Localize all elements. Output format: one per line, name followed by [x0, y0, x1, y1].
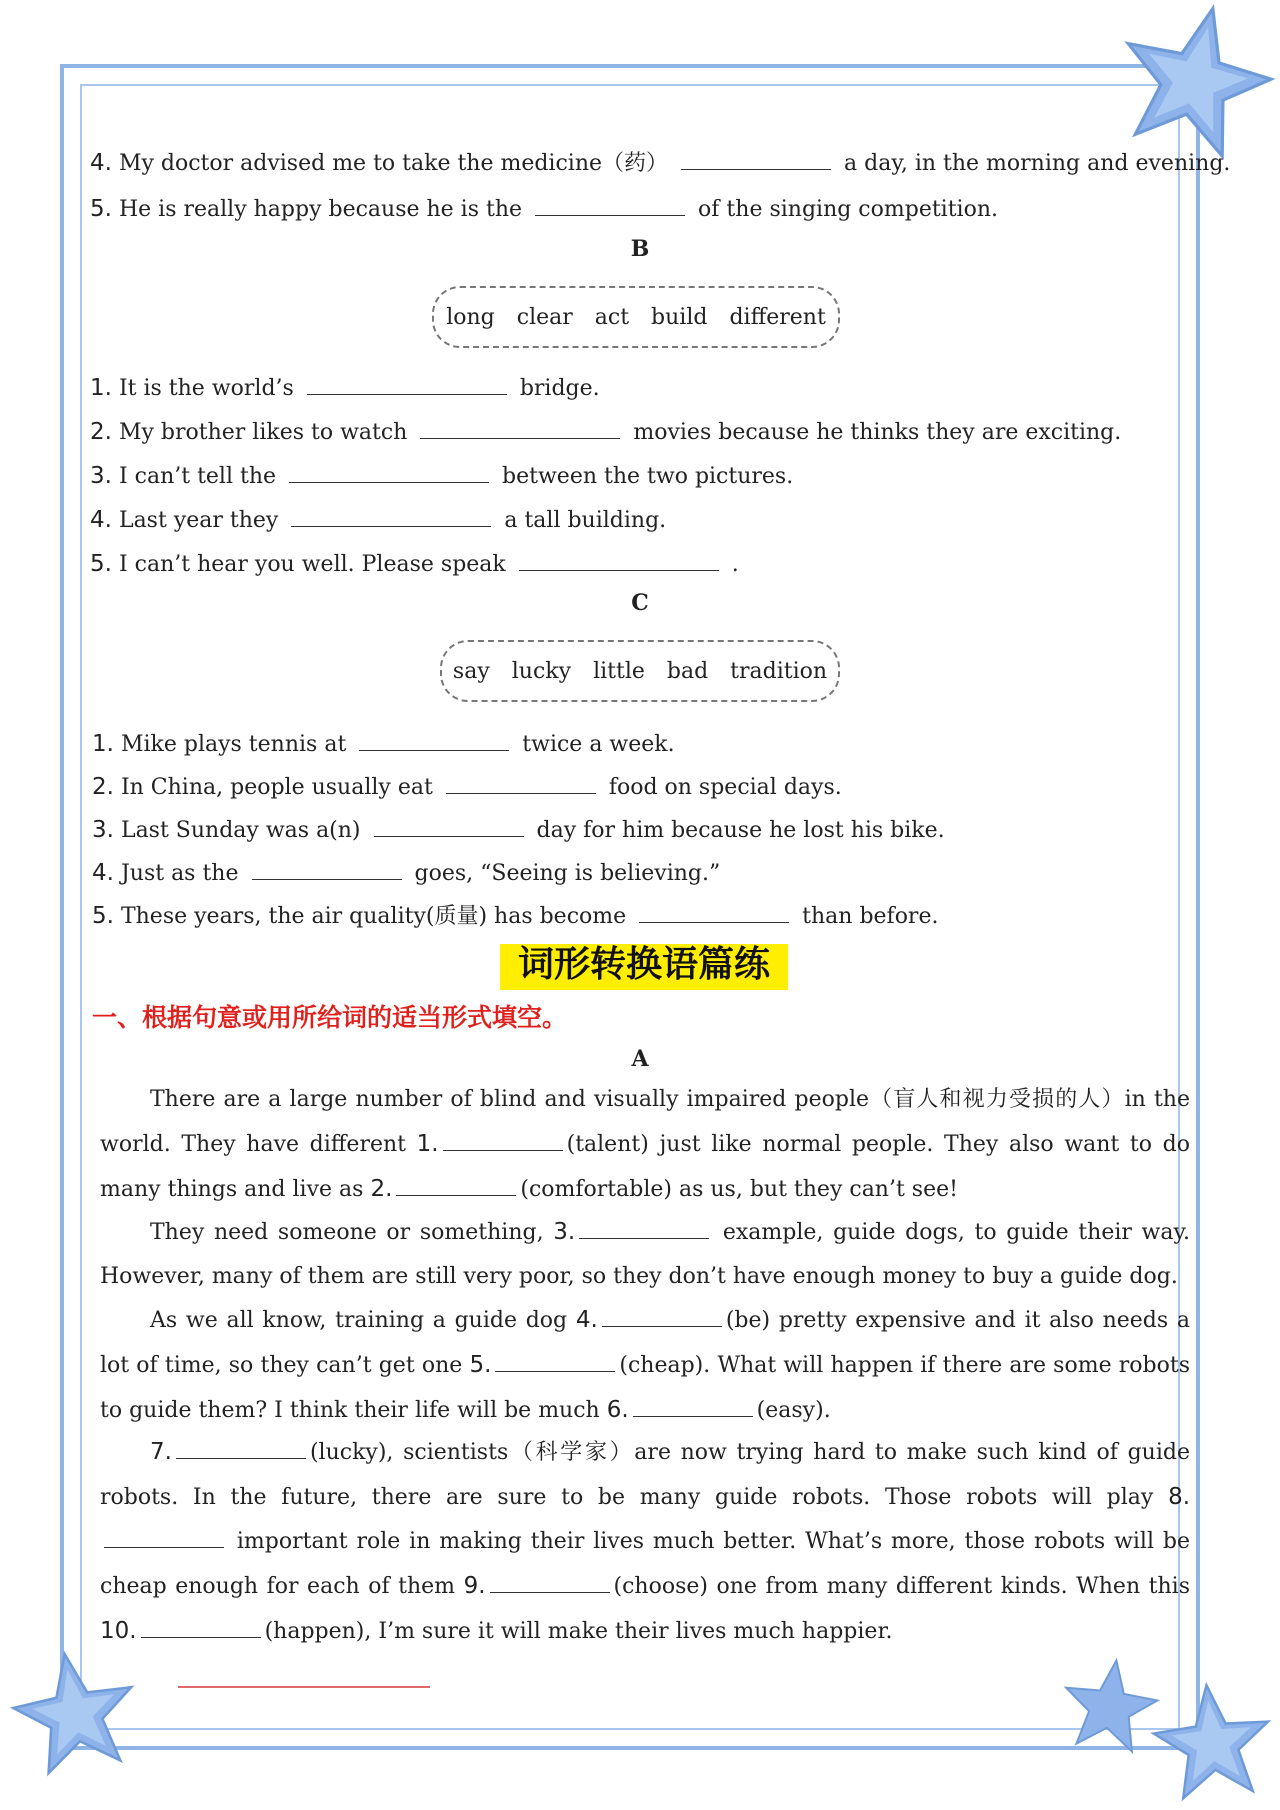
- question-line: [90, 460, 793, 492]
- answer-blank[interactable]: [374, 814, 524, 837]
- answer-blank[interactable]: [307, 372, 507, 395]
- word-bank: [432, 286, 840, 348]
- passage-text: just like normal people. They also want to do many things and live as: [100, 1132, 1190, 1202]
- word-bank-item: bad: [666, 658, 709, 684]
- question-line: [92, 728, 675, 760]
- answer-blank[interactable]: [681, 147, 831, 170]
- word-hint: (comfortable): [520, 1177, 672, 1202]
- answer-blank[interactable]: [176, 1436, 306, 1459]
- answer-blank[interactable]: [490, 1570, 610, 1593]
- answer-blank[interactable]: [289, 460, 489, 483]
- question-number: 4.: [90, 507, 112, 533]
- passage-text: As we all know, training a guide dog: [150, 1308, 568, 1333]
- word-bank: [440, 640, 840, 702]
- answer-blank[interactable]: [602, 1304, 722, 1327]
- question-line: [92, 814, 945, 846]
- star-icon: [1110, 0, 1280, 160]
- question-text: My brother likes to watch: [118, 420, 408, 445]
- blank-number: 4.: [575, 1307, 598, 1333]
- answer-blank[interactable]: [291, 504, 491, 527]
- word-bank-item: say: [452, 658, 490, 684]
- passage-paragraph: [100, 1210, 1190, 1299]
- question-line: [90, 548, 739, 580]
- question-text: It is the world’s: [118, 376, 294, 401]
- question-text: He is really happy because he is the: [118, 197, 523, 222]
- blank-number: 3.: [553, 1219, 576, 1245]
- passage-text: scientists（科学家）are now trying hard to make such kind of guide robots. In the future, there are sure to be many guide robots. Those robots will play: [100, 1440, 1190, 1510]
- question-line: [90, 504, 666, 536]
- answer-blank[interactable]: [252, 857, 402, 880]
- word-bank-item: clear: [516, 304, 573, 330]
- word-bank-item: tradition: [730, 658, 828, 684]
- question-number: 4.: [90, 150, 112, 176]
- passage-text: What will happen if there are some robots to guide them? I think their life will be much: [100, 1353, 1190, 1423]
- answer-blank[interactable]: [443, 1128, 563, 1151]
- question-text: Just as the: [120, 861, 239, 886]
- section-label: C: [631, 590, 649, 616]
- blank-number: 9.: [463, 1573, 486, 1599]
- answer-blank[interactable]: [141, 1615, 261, 1638]
- question-text: goes, “Seeing is believing.”: [414, 861, 721, 886]
- question-text: of the singing competition.: [698, 197, 999, 222]
- star-icon: [1060, 1656, 1160, 1756]
- word-hint: (talent): [566, 1132, 649, 1157]
- decorative-line: [178, 1686, 430, 1688]
- question-line: [92, 857, 720, 889]
- passage-text: example, guide dogs, to guide their way. However, many of them are still very poor, so they don’t have enough money to buy a guide dog.: [100, 1220, 1191, 1289]
- question-text: Last Sunday was a(n): [120, 818, 361, 843]
- question-text: Mike plays tennis at: [120, 732, 347, 757]
- answer-blank[interactable]: [396, 1173, 516, 1196]
- answer-blank[interactable]: [639, 900, 789, 923]
- answer-blank[interactable]: [633, 1394, 753, 1417]
- question-text: I can’t tell the: [118, 464, 277, 489]
- answer-blank[interactable]: [359, 728, 509, 751]
- passage-text: There are a large number of blind and visually impaired people（盲人和视力受损的人）in the world. They have different: [100, 1087, 1190, 1157]
- blank-number: 5.: [469, 1352, 492, 1378]
- question-text: I can’t hear you well. Please speak: [118, 552, 506, 577]
- answer-blank[interactable]: [446, 771, 596, 794]
- question-line: [90, 147, 1230, 179]
- section-label: B: [630, 236, 650, 262]
- answer-blank[interactable]: [495, 1349, 615, 1372]
- passage-text: I’m sure it will make their lives much happier.: [378, 1619, 893, 1644]
- question-text: In China, people usually eat: [120, 775, 433, 800]
- passage-text: pretty expensive and it also needs a lot of time, so they can’t get one: [100, 1308, 1191, 1378]
- question-number: 5.: [90, 196, 112, 222]
- question-line: [90, 372, 600, 404]
- blank-number: 8.: [1168, 1484, 1191, 1510]
- word-hint: (easy).: [756, 1398, 831, 1423]
- question-number: 4.: [92, 860, 114, 886]
- passage-text: as us, but they can’t see!: [678, 1177, 958, 1202]
- section-title: 词形转换语篇练: [517, 944, 770, 985]
- question-text: bridge.: [519, 376, 600, 401]
- star-icon: [1150, 1680, 1275, 1805]
- answer-blank[interactable]: [519, 548, 719, 571]
- question-text: a tall building.: [504, 508, 667, 533]
- answer-blank[interactable]: [104, 1525, 224, 1548]
- question-text: between the two pictures.: [502, 464, 794, 489]
- question-number: 3.: [92, 817, 114, 843]
- passage-label: A: [631, 1046, 649, 1072]
- word-hint: (be): [725, 1308, 771, 1333]
- question-line: [90, 416, 1121, 448]
- passage-paragraph: [100, 1430, 1190, 1654]
- word-bank-item: different: [729, 304, 826, 330]
- answer-blank[interactable]: [420, 416, 620, 439]
- blank-number: 6.: [606, 1397, 629, 1423]
- word-bank-item: little: [593, 658, 645, 684]
- question-text: day for him because he lost his bike.: [536, 818, 945, 843]
- passage-text: one from many different kinds. When this: [716, 1574, 1190, 1599]
- question-number: 5.: [90, 551, 112, 577]
- question-number: 2.: [90, 419, 112, 445]
- passage-paragraph: [100, 1078, 1190, 1212]
- word-bank-item: lucky: [511, 658, 572, 684]
- word-bank-item: long: [446, 304, 495, 330]
- question-text: movies because he thinks they are exciting.: [633, 420, 1122, 445]
- passage-text: important role in making their lives much better. What’s more, those robots will be cheap enough for each of them: [100, 1529, 1190, 1599]
- question-number: 1.: [92, 731, 114, 757]
- question-text: than before.: [802, 904, 939, 929]
- answer-blank[interactable]: [579, 1216, 709, 1239]
- question-text: a day, in the morning and evening.: [844, 151, 1231, 176]
- question-line: [92, 900, 938, 932]
- question-number: 1.: [90, 375, 112, 401]
- blank-number: 2.: [370, 1176, 393, 1202]
- question-line: [90, 193, 998, 225]
- word-hint: (happen),: [264, 1619, 372, 1644]
- question-text: twice a week.: [522, 732, 675, 757]
- passage-paragraph: [100, 1298, 1190, 1433]
- instruction-text: 一、根据句意或用所给词的适当形式填空。: [92, 1003, 568, 1032]
- question-text: My doctor advised me to take the medicine（药）: [118, 151, 669, 176]
- question-text: These years, the air quality(质量) has become: [120, 904, 627, 929]
- blank-number: 1.: [416, 1131, 439, 1157]
- question-text: Last year they: [118, 508, 279, 533]
- word-bank-item: act: [594, 304, 630, 330]
- blank-number: 10.: [100, 1618, 137, 1644]
- star-icon: [10, 1648, 140, 1778]
- blank-number: 7.: [150, 1439, 172, 1465]
- question-number: 3.: [90, 463, 112, 489]
- question-text: food on special days.: [608, 775, 842, 800]
- question-text: .: [731, 552, 739, 577]
- word-bank-item: build: [651, 304, 708, 330]
- answer-blank[interactable]: [535, 193, 685, 216]
- question-number: 5.: [92, 903, 114, 929]
- passage-text: They need someone or something,: [150, 1220, 544, 1245]
- word-hint: (cheap).: [619, 1353, 711, 1378]
- word-hint: (lucky),: [309, 1440, 394, 1465]
- question-number: 2.: [92, 774, 114, 800]
- question-line: [92, 771, 842, 803]
- word-hint: (choose): [613, 1574, 708, 1599]
